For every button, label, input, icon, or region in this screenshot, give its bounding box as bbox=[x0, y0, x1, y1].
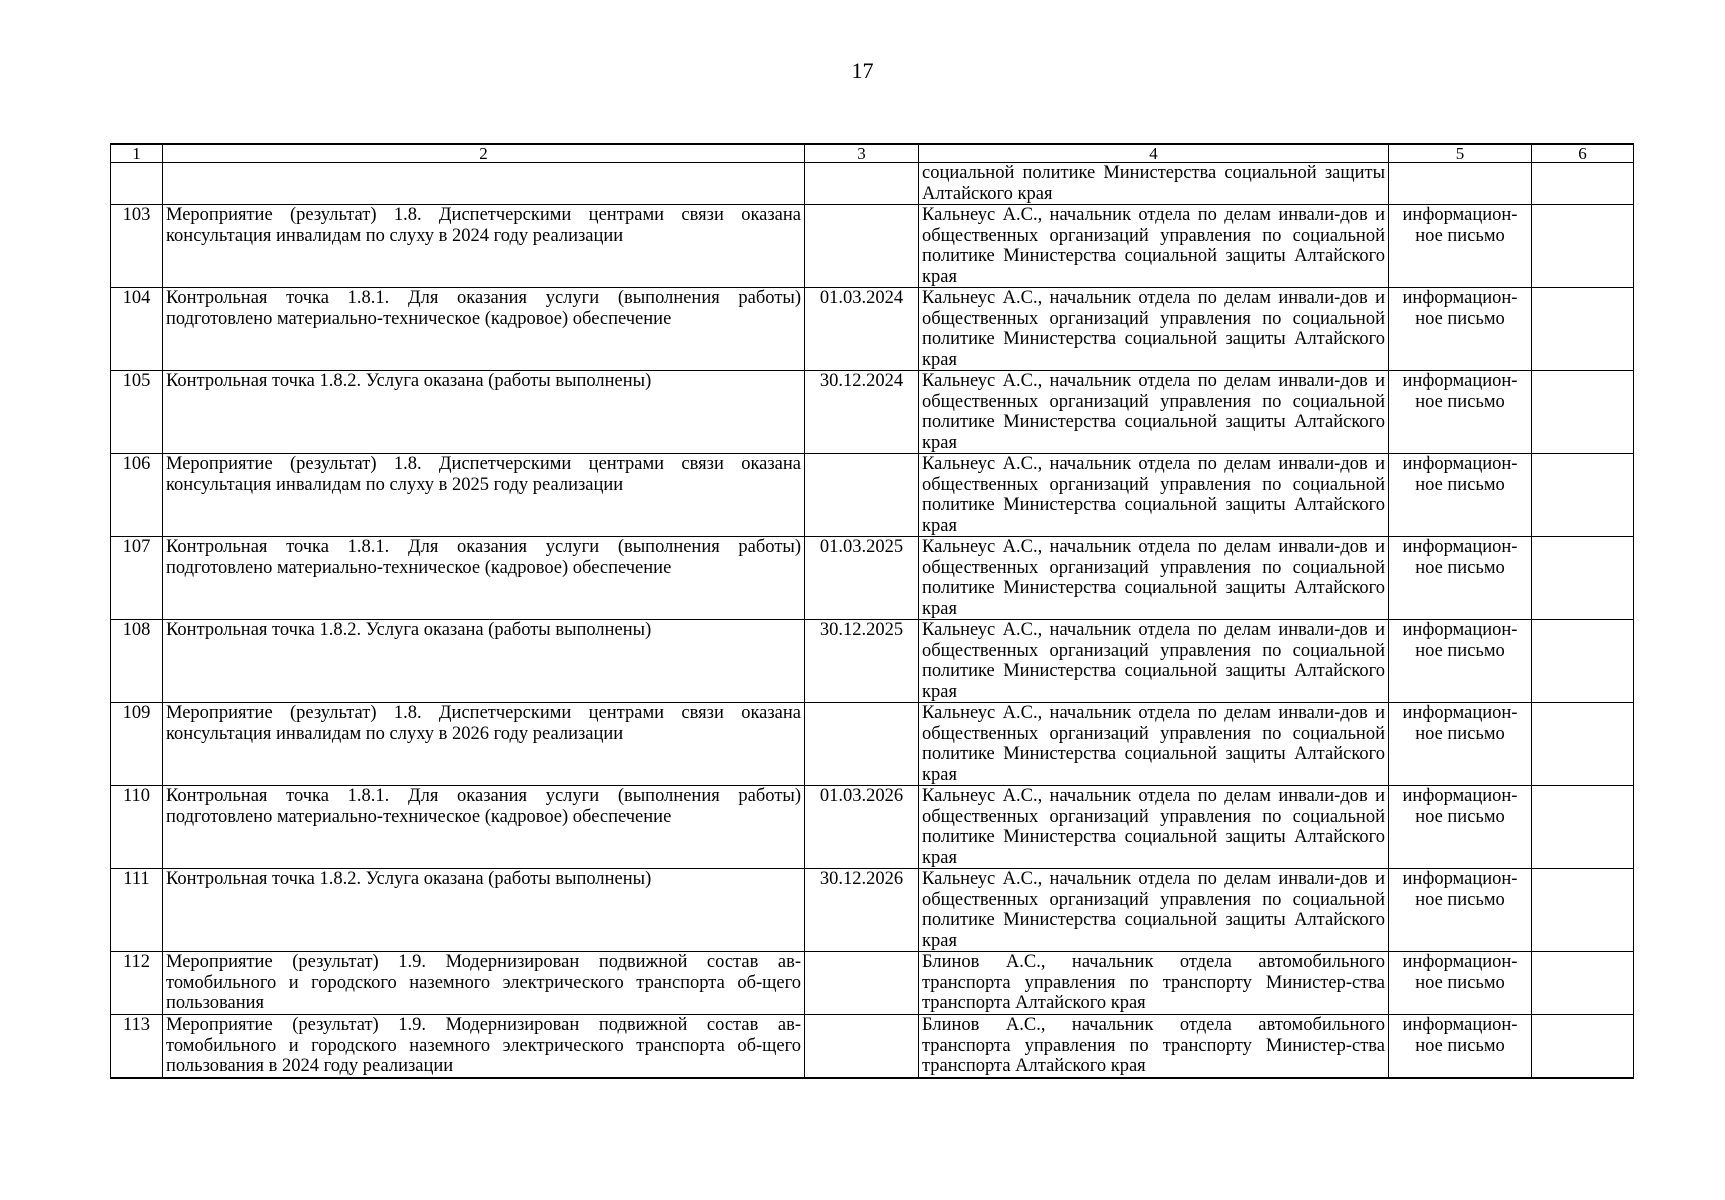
column-number-1: 1 bbox=[111, 144, 163, 163]
note-cell bbox=[1532, 205, 1634, 288]
table-row bbox=[111, 952, 1634, 1015]
table-row bbox=[111, 288, 1634, 371]
row-number-cell: 108 bbox=[111, 620, 163, 703]
table-row bbox=[111, 786, 1634, 869]
row-number-cell: 109 bbox=[111, 703, 163, 786]
responsible-cell: Кальнеус А.С., начальник отдела по делам инвали-дов и общественных организаций управления по социальной политике Министерства социальной защиты Алтайского края bbox=[919, 205, 1389, 288]
document-type-cell: информацион-ное письмо bbox=[1389, 1015, 1532, 1079]
event-cell bbox=[163, 163, 805, 205]
responsible-cell: Кальнеус А.С., начальник отдела по делам инвали-дов и общественных организаций управления по социальной политике Министерства социальной защиты Алтайского края bbox=[919, 620, 1389, 703]
document-type-cell: информацион-ное письмо bbox=[1389, 620, 1532, 703]
column-number-5: 5 bbox=[1389, 144, 1532, 163]
table-row bbox=[111, 205, 1634, 288]
document-type-cell: информацион-ное письмо bbox=[1389, 786, 1532, 869]
note-cell bbox=[1532, 454, 1634, 537]
note-cell bbox=[1532, 952, 1634, 1015]
column-number-2: 2 bbox=[163, 144, 805, 163]
date-cell: 01.03.2026 bbox=[805, 786, 919, 869]
note-cell bbox=[1532, 869, 1634, 952]
note-cell bbox=[1532, 1015, 1634, 1079]
date-cell bbox=[805, 1015, 919, 1079]
table-row bbox=[111, 454, 1634, 537]
row-number-cell: 105 bbox=[111, 371, 163, 454]
note-cell bbox=[1532, 620, 1634, 703]
responsible-cell: Кальнеус А.С., начальник отдела по делам инвали-дов и общественных организаций управления по социальной политике Министерства социальной защиты Алтайского края bbox=[919, 454, 1389, 537]
column-number-3: 3 bbox=[805, 144, 919, 163]
column-number-row bbox=[111, 144, 1634, 163]
document-type-cell: информацион-ное письмо bbox=[1389, 869, 1532, 952]
table-row bbox=[111, 1015, 1634, 1079]
document-type-cell: информацион-ное письмо bbox=[1389, 288, 1532, 371]
event-cell: Контрольная точка 1.8.1. Для оказания услуги (выполнения работы) подготовлено материально-техническое (кадровое) обеспечение bbox=[163, 537, 805, 620]
responsible-cell: Кальнеус А.С., начальник отдела по делам инвали-дов и общественных организаций управления по социальной политике Министерства социальной защиты Алтайского края bbox=[919, 786, 1389, 869]
column-number-4: 4 bbox=[919, 144, 1389, 163]
note-cell bbox=[1532, 163, 1634, 205]
row-number-cell bbox=[111, 163, 163, 205]
document-table bbox=[110, 143, 1634, 1079]
table-row bbox=[111, 869, 1634, 952]
note-cell bbox=[1532, 288, 1634, 371]
note-cell bbox=[1532, 537, 1634, 620]
event-cell: Мероприятие (результат) 1.9. Модернизирован подвижной состав ав-томобильного и городского наземного электрического транспорта об-щего пользования в 2024 году реализации bbox=[163, 1015, 805, 1079]
document-type-cell: информацион-ное письмо bbox=[1389, 205, 1532, 288]
responsible-cell: Блинов А.С., начальник отдела автомобильного транспорта управления по транспорту Министер-ства транспорта Алтайского края bbox=[919, 1015, 1389, 1079]
table-row bbox=[111, 163, 1634, 205]
date-cell bbox=[805, 454, 919, 537]
date-cell bbox=[805, 703, 919, 786]
document-type-cell: информацион-ное письмо bbox=[1389, 371, 1532, 454]
row-number-cell: 111 bbox=[111, 869, 163, 952]
date-cell: 01.03.2025 bbox=[805, 537, 919, 620]
document-type-cell: информацион-ное письмо bbox=[1389, 454, 1532, 537]
column-number-6: 6 bbox=[1532, 144, 1634, 163]
date-cell bbox=[805, 163, 919, 205]
date-cell bbox=[805, 952, 919, 1015]
row-number-cell: 107 bbox=[111, 537, 163, 620]
table-row bbox=[111, 537, 1634, 620]
document-type-cell: информацион-ное письмо bbox=[1389, 537, 1532, 620]
responsible-cell: Кальнеус А.С., начальник отдела по делам инвали-дов и общественных организаций управления по социальной политике Министерства социальной защиты Алтайского края bbox=[919, 288, 1389, 371]
date-cell: 30.12.2024 bbox=[805, 371, 919, 454]
document-type-cell: информацион-ное письмо bbox=[1389, 703, 1532, 786]
event-cell: Контрольная точка 1.8.1. Для оказания услуги (выполнения работы) подготовлено материально-техническое (кадровое) обеспечение bbox=[163, 786, 805, 869]
responsible-cell: Кальнеус А.С., начальник отдела по делам инвали-дов и общественных организаций управления по социальной политике Министерства социальной защиты Алтайского края bbox=[919, 371, 1389, 454]
note-cell bbox=[1532, 703, 1634, 786]
date-cell: 01.03.2024 bbox=[805, 288, 919, 371]
event-cell: Контрольная точка 1.8.2. Услуга оказана (работы выполнены) bbox=[163, 371, 805, 454]
event-cell: Мероприятие (результат) 1.9. Модернизирован подвижной состав ав-томобильного и городского наземного электрического транспорта об-щего пользования bbox=[163, 952, 805, 1015]
responsible-cell: Кальнеус А.С., начальник отдела по делам инвали-дов и общественных организаций управления по социальной политике Министерства социальной защиты Алтайского края bbox=[919, 703, 1389, 786]
note-cell bbox=[1532, 786, 1634, 869]
event-cell: Контрольная точка 1.8.2. Услуга оказана (работы выполнены) bbox=[163, 620, 805, 703]
row-number-cell: 103 bbox=[111, 205, 163, 288]
row-number-cell: 113 bbox=[111, 1015, 163, 1079]
page-number: 17 bbox=[851, 58, 874, 83]
event-cell: Мероприятие (результат) 1.8. Диспетчерскими центрами связи оказана консультация инвалидам по слуху в 2025 году реализации bbox=[163, 454, 805, 537]
responsible-cell: Кальнеус А.С., начальник отдела по делам инвали-дов и общественных организаций управления по социальной политике Министерства социальной защиты Алтайского края bbox=[919, 537, 1389, 620]
date-cell: 30.12.2026 bbox=[805, 869, 919, 952]
event-cell: Контрольная точка 1.8.2. Услуга оказана (работы выполнены) bbox=[163, 869, 805, 952]
row-number-cell: 104 bbox=[111, 288, 163, 371]
table-row bbox=[111, 371, 1634, 454]
date-cell: 30.12.2025 bbox=[805, 620, 919, 703]
row-number-cell: 106 bbox=[111, 454, 163, 537]
event-cell: Контрольная точка 1.8.1. Для оказания услуги (выполнения работы) подготовлено материально-техническое (кадровое) обеспечение bbox=[163, 288, 805, 371]
table-row bbox=[111, 620, 1634, 703]
date-cell bbox=[805, 205, 919, 288]
document-type-cell bbox=[1389, 163, 1532, 205]
responsible-cell: Блинов А.С., начальник отдела автомобильного транспорта управления по транспорту Министер-ства транспорта Алтайского края bbox=[919, 952, 1389, 1015]
responsible-cell: социальной политике Министерства социальной защиты Алтайского края bbox=[919, 163, 1389, 205]
event-cell: Мероприятие (результат) 1.8. Диспетчерскими центрами связи оказана консультация инвалидам по слуху в 2024 году реализации bbox=[163, 205, 805, 288]
responsible-cell: Кальнеус А.С., начальник отдела по делам инвали-дов и общественных организаций управления по социальной политике Министерства социальной защиты Алтайского края bbox=[919, 869, 1389, 952]
row-number-cell: 110 bbox=[111, 786, 163, 869]
event-cell: Мероприятие (результат) 1.8. Диспетчерскими центрами связи оказана консультация инвалидам по слуху в 2026 году реализации bbox=[163, 703, 805, 786]
document-type-cell: информацион-ное письмо bbox=[1389, 952, 1532, 1015]
row-number-cell: 112 bbox=[111, 952, 163, 1015]
note-cell bbox=[1532, 371, 1634, 454]
table-row bbox=[111, 703, 1634, 786]
